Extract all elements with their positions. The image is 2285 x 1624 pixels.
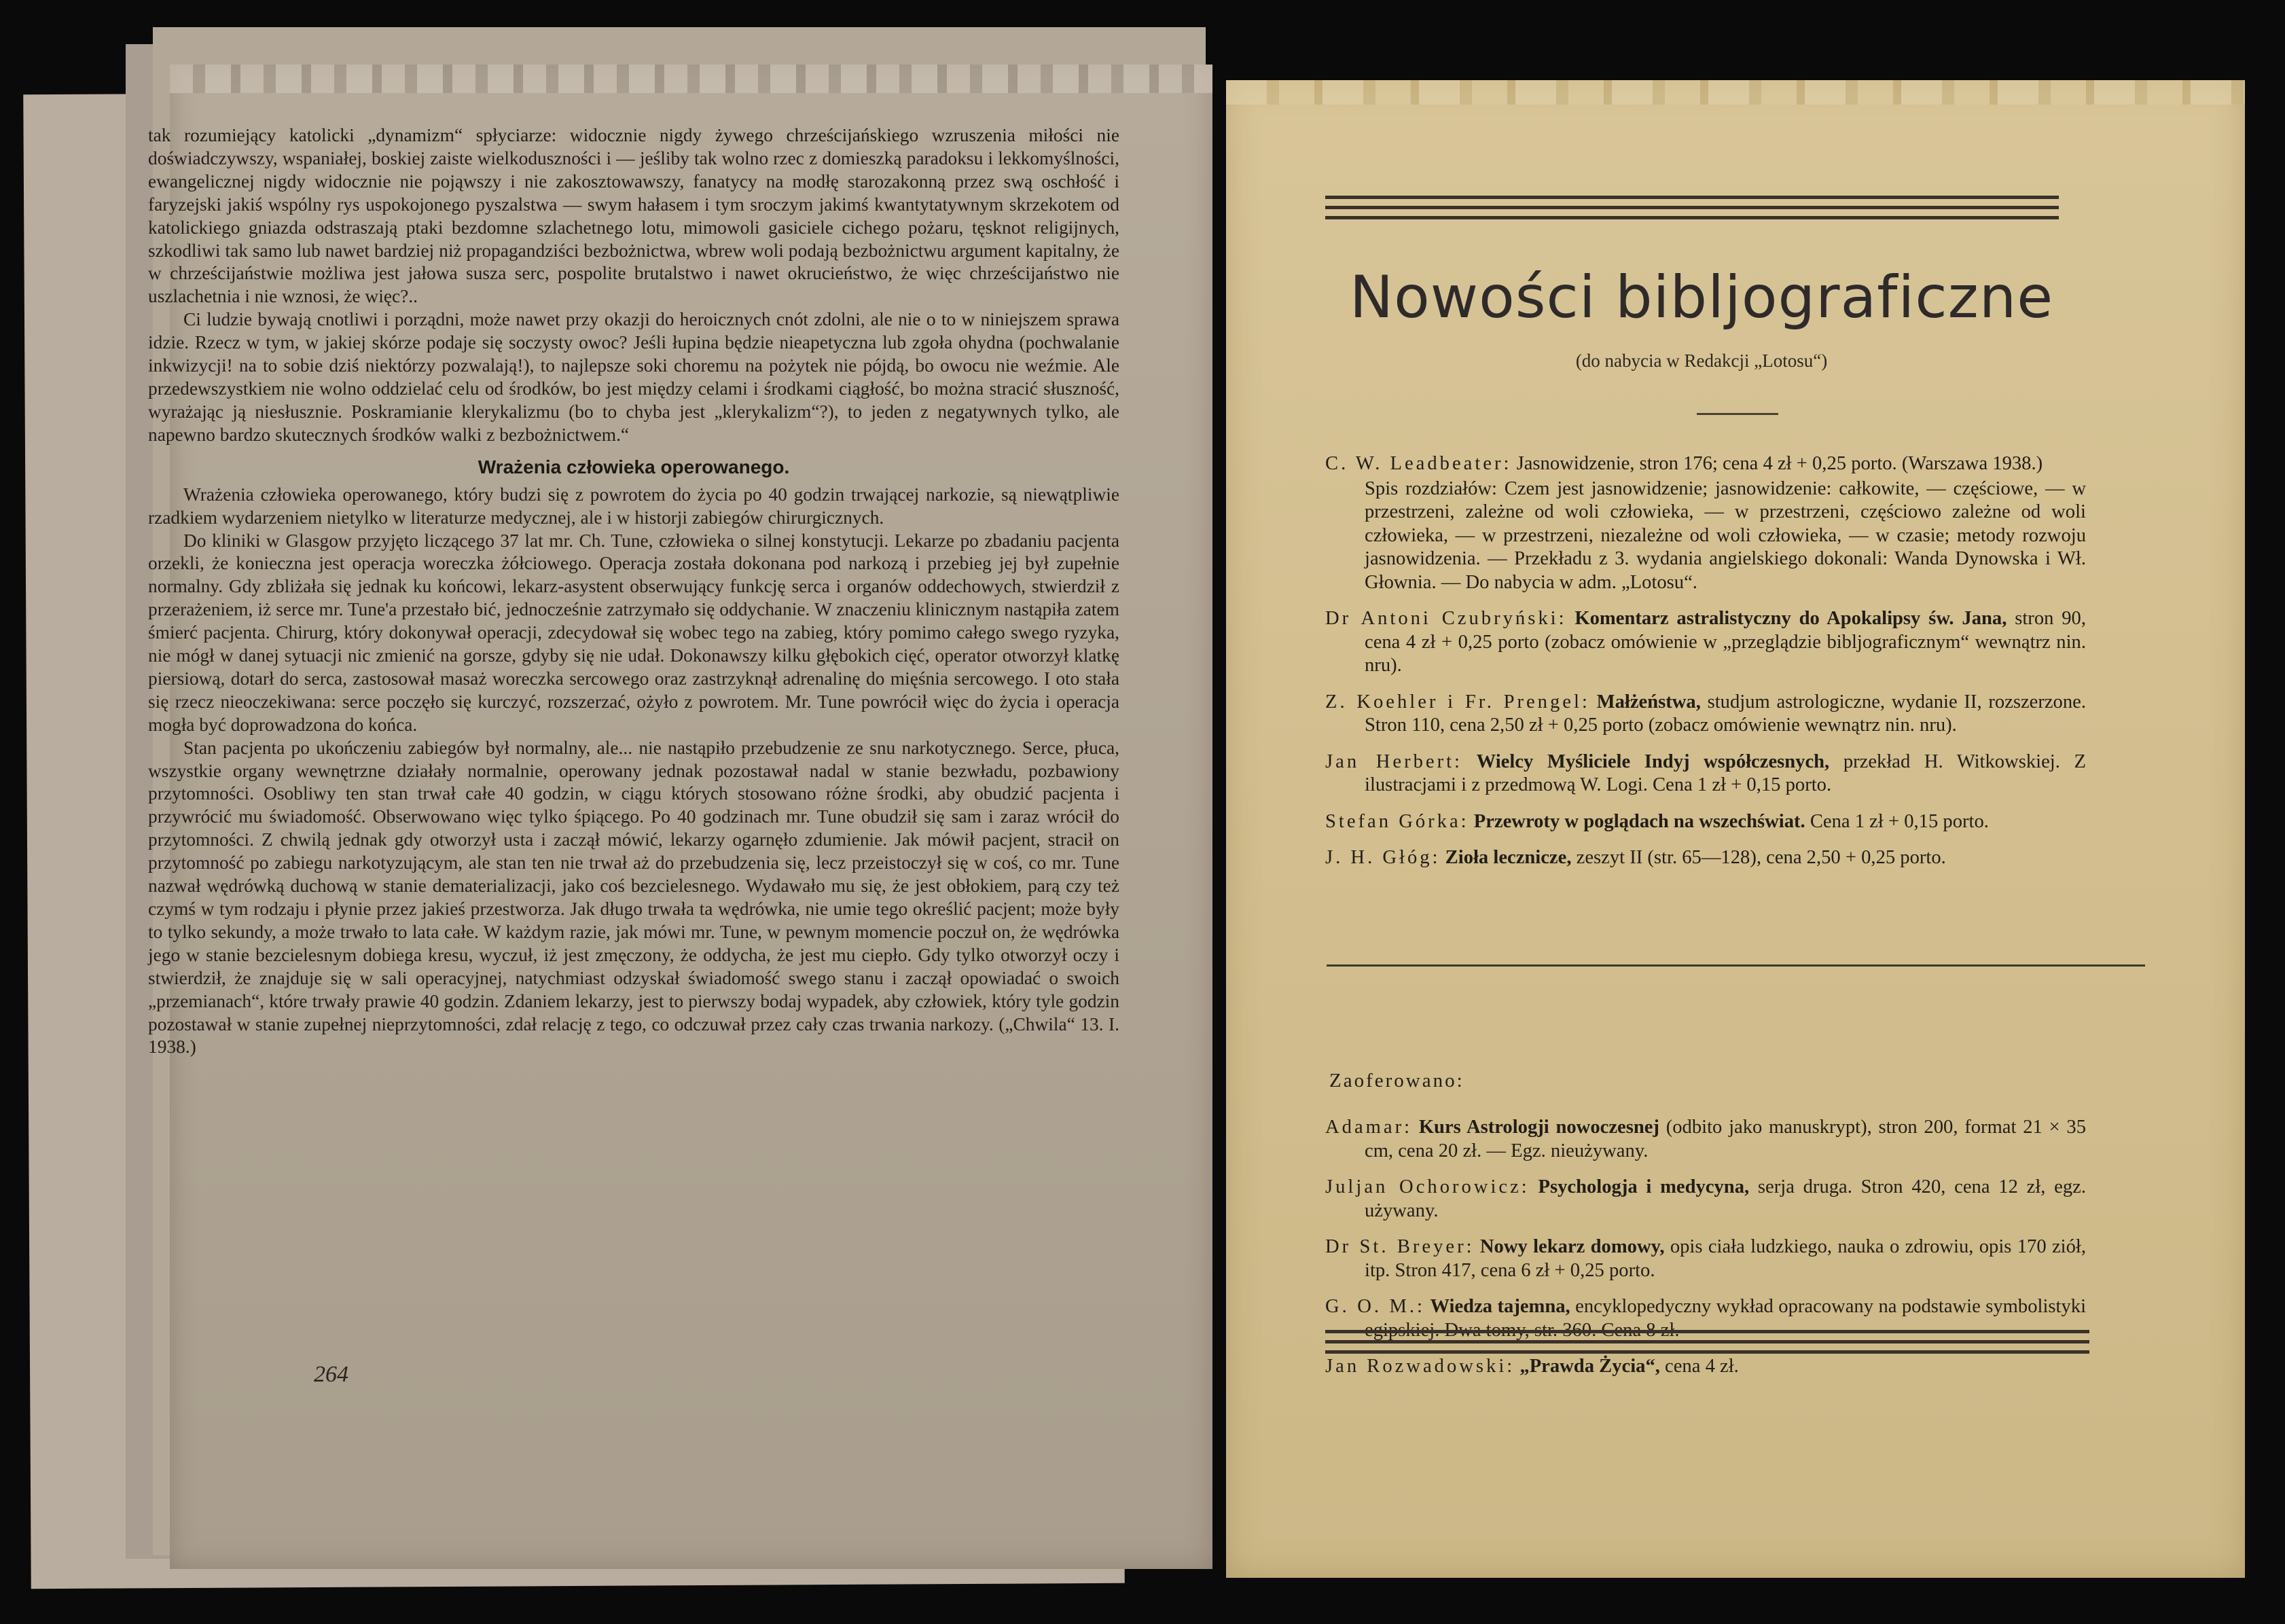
- entry-author: Dr Antoni Czubryński:: [1325, 608, 1567, 629]
- entry-book: Psychologja i medycyna,: [1538, 1176, 1750, 1197]
- left-page-text: [148, 124, 1119, 1059]
- entry-details: stron 176; cena 4 zł + 0,25 porto. (Warszawa 1938.): [1639, 453, 2043, 474]
- entry-book: Wiedza tajemna,: [1430, 1296, 1570, 1317]
- entry-details: studjum astrologiczne, wydanie II, rozszerzone. Stron 110, cena 2,50 zł + 0,25 porto (zobacz omówienie wewnątrz nin. nru).: [1365, 691, 2086, 736]
- list-item: [1325, 810, 2086, 834]
- entry-contents: Spis rozdziałów: Czem jest jasnowidzenie; jasnowidzenie: całkowite, — częściowe, — w przestrzeni, zależne od woli człowieka, — w przestrzeni, częściowo zależne od woli człowieka, — w przestrzeni, niezależne od woli człowieka, — w czasie; metody rozwoju jasnowidzenia. — Przekładu z 3. wydania angielskiego dokonali: Wanda Dynowska i Wł. Głownia. — Do nabycia w adm. „Lotosu“.: [1365, 477, 2086, 593]
- right-page: [1226, 80, 2245, 1578]
- paragraph: Wrażenia człowieka operowanego, który budzi się z powrotem do życia po 40 godzin trwającej narkozie, są niewątpliwie rzadkiem wydarzeniem nietylko w literaturze medycznej, ale i w historji zabiegów chirurgicznych.: [148, 484, 1119, 528]
- entry-details: przekład H. Witkowskiej. Z ilustracjami i z przedmową W. Logi. Cena 1 zł + 0,15 porto.: [1365, 751, 2086, 795]
- entry-details: (odbito jako manuskrypt), stron 200, format 21 × 35 cm, cena 20 zł. — Egz. nieużywany.: [1365, 1117, 2087, 1161]
- page-subtitle: (do nabycia w Redakcji „Lotosu“): [1575, 350, 1828, 371]
- entry-book: Kurs Astrologji nowoczesnej: [1418, 1117, 1659, 1138]
- entry-details: cena 4 zł.: [1665, 1356, 1739, 1377]
- entry-details: serja druga. Stron 420, cena 12 zł, egz. używany.: [1365, 1176, 2086, 1221]
- offered-heading: Zaoferowano:: [1329, 1070, 1464, 1091]
- entry-book: Przewroty w poglądach na wszechświat.: [1473, 810, 1805, 832]
- paragraph: Ci ludzie bywają cnotliwi i porządni, może nawet przy okazji do heroicznych cnót zdolni, ale nie o to w niniejszem sprawa idzie. Rzecz w tym, w jakiej skórze podaje się soczysty owoc? Jeśli łupina będzie nieapetyczna lub zgoła ohydna (pochwalanie inkwizycji! na to sobie dziś niektórzy pozwalają!), to najlepsze soki choremu na pożytek nie pójdą, bo owocu nie weźmie. Ale przedewszystkiem nie wolno oddzielać celu od środków, bo jest między celami i środkami ciągłość, bo można stracić słuszność, wyrażając ją niesłusznie. Poskramianie klerykalizmu (bo to chyba jest „klerykalizm“?), to jeden z negatywnych tylko, ale napewno bardzo skutecznych środków walki z bezbożnictwem.“: [148, 309, 1119, 445]
- list-item: [1325, 1116, 2086, 1163]
- page-title: Nowości bibljograficzne: [1349, 264, 2054, 331]
- entry-book: „Prawda Życia“,: [1519, 1356, 1660, 1377]
- paragraph: Do kliniki w Glasgow przyjęto liczącego 37 lat mr. Ch. Tune, człowieka o silnej konstytucji. Lekarze po zbadaniu pacjenta orzekli, że konieczna jest operacja woreczka żółciowego. Operacja została dokonana pod narkozą i przebieg jej był zupełnie normalny. Gdy zbliżała się jednak ku końcowi, lekarz-asystent obserwujący funkcję serca i organów oddechowych, stwierdził z przerażeniem, iż serce mr. Tune'a przestało bić, jednocześnie zatrzymało się oddychanie. W znaczeniu klinicznym nastąpiła zatem śmierć pacjenta. Chirurg, który dokonywał operacji, zdecydował się wobec tego na zabieg, który pomimo całego swego ryzyka, nie mógł w danej sytuacji nic zmienić na gorsze, gdyby się nie udał. Dokonawszy kilku głębokich cięć, operator otworzył klatkę piersiową, dotarł do serca, zastosował masaż woreczka sercowego oraz zastrzyknął adrenalinę do mięśnia sercowego. I oto stała się rzecz nieoczekiwana: serce poczęło się kurczyć, rozszerzać, ożyło z powrotem. Mr. Tune powrócił więc do życia i operacja mogła być doprowadzona do końca.: [148, 530, 1119, 735]
- entry-book: Komentarz astralistyczny do Apokalipsy św. Jana,: [1575, 608, 2007, 629]
- divider: [1697, 413, 1778, 415]
- triple-rule-top: [1325, 196, 2059, 226]
- torn-edge: [1226, 80, 2245, 105]
- entry-details: opis ciała ludzkiego, nauka o zdrowiu, opis 170 ziół, itp. Stron 417, cena 6 zł + 0,25 porto.: [1365, 1236, 2086, 1281]
- entry-author: Jan Rozwadowski:: [1325, 1356, 1515, 1377]
- entry-author: Dr St. Breyer:: [1325, 1236, 1475, 1257]
- new-books-list: [1325, 452, 2086, 883]
- divider: [1327, 964, 2145, 967]
- list-item: [1325, 1235, 2086, 1282]
- entry-details: zeszyt II (str. 65—128), cena 2,50 + 0,25 porto.: [1576, 847, 1946, 868]
- list-item: [1325, 607, 2086, 678]
- entry-author: Jan Herbert:: [1325, 751, 1462, 772]
- torn-edge: [170, 65, 1212, 93]
- triple-rule-bottom: [1325, 1330, 2089, 1360]
- page-number: 264: [314, 1362, 348, 1387]
- entry-author: Stefan Górka:: [1325, 810, 1469, 832]
- paragraph: tak rozumiejący katolicki „dynamizm“ spłyciarze: widocznie nigdy żywego chrześcijańskiego wzruszenia miłości nie doświadczywszy, wspaniałej, boskiej zaiste wielkoduszności i — jeśliby tak wolno rzec z domieszką paradoksu i lekkomyślności, ewangelicznej nigdy widocznie nie pojąwszy i nie zakosztowawszy, fanatycy na modłę starozakonną przez swą oschłość i faryzejski jakiś wspólny rys uspokojonego pyszalstwa — swym hałasem i tym sroczym jakimś kwantytatywnym skrzekotem od katolickiego gniazda odstraszają ptaki bezdomne szlachetnego lotu, mimowoli gasiciele cichego pożaru, tęsknot religijnych, szkodliwi tak samo lub nawet bardziej niż propagandziści bezbożnictwa, wbrew woli podają bezbożnictwu argument kapitalny, że w chrześcijaństwie możliwa jest jałowa susza serc, pospolite brutalstwo i nawet okrucieństwo, że więc chrześcijaństwo nie uszlachetnia i nie wznosi, że więc?..: [148, 125, 1119, 307]
- entry-author: Z. Koehler i Fr. Prengel:: [1325, 691, 1590, 712]
- entry-book: Nowy lekarz domowy,: [1479, 1236, 1665, 1257]
- list-item: [1325, 1176, 2086, 1223]
- entry-details: stron 90, cena 4 zł + 0,25 porto (zobacz omówienie w „przeglądzie bibljograficznym“ wewnątrz nin. nru).: [1365, 608, 2087, 676]
- entry-author: J. H. Głóg:: [1325, 847, 1441, 868]
- paragraph: Stan pacjenta po ukończeniu zabiegów był normalny, ale... nie nastąpiło przebudzenie ze snu narkotycznego. Serce, płuca, wszystkie organy wewnętrzne działały normalnie, operowany jednak pozostawał nadal w stanie bezwładu, pozbawiony przytomności. Osobliwy ten stan trwał całe 40 godzin, w ciągu których stosowano różne środki, aby obudzić pacjenta i przywrócić mu świadomość. Obserwowano więc tylko śpiącego. Po 40 godzinach mr. Tune obudził się sam i zaraz wrócił do przytomności. Z chwilą jednak gdy otworzył usta i zaczął mówić, lekarzy ogarnęło zdumienie. Jak mówił pacjent, stracił on przytomność po zabiegu narkotyzującym, ale stan ten nie trwał aż do przebudzenia się, lecz przeistoczył się w coś, co mr. Tune nazwał wędrówką duchową w stanie dematerializacji, jako coś bezcielesnego. Wydawało mu się, że jest obłokiem, parą czy też czymś w tym rodzaju i płynie przez jakieś przestworza. Jak długo trwała ta wędrówka, nie umie tego określić pacjent; może były to tylko sekundy, a może trwało to lata całe. W każdym razie, jak mówi mr. Tune, w pewnym momencie poczuł on, że wędrówka jego w stanie bezcielesnym dobiega kresu, wyczuł, iż jest zmęczony, że oddycha, że jest mu ciepło. Gdy tylko otworzył oczy i stwierdził, że znajduje się w sali operacyjnej, natychmiast odzyskał świadomość swego stanu i zaczął opowiadać o swoich „przemianach“, które trwały prawie 40 godzin. Zdaniem lekarzy, jest to pierwszy bodaj wypadek, aby człowiek, który tyle godzin pozostawał w stanie zupełnej nieprzytomności, zdał relację z tego, co odczuwał przez cały czas trwania narkozy. („Chwila“ 13. I. 1938.): [148, 737, 1119, 1058]
- list-item: [1325, 452, 2086, 594]
- entry-book: Małżeństwa,: [1596, 691, 1701, 712]
- list-item: [1325, 846, 2086, 870]
- entry-details: encyklopedyczny wykład opracowany na podstawie symbolistyki: [1575, 1296, 2087, 1317]
- list-item: [1325, 751, 2086, 797]
- entry-author: Juljan Ochorowicz:: [1325, 1176, 1530, 1197]
- entry-book: Jasnowidzenie,: [1516, 453, 1635, 474]
- article-heading: Wrażenia człowieka operowanego.: [478, 456, 790, 477]
- list-item: [1325, 691, 2086, 738]
- entry-book: Wielcy Myśliciele Indyj współczesnych,: [1476, 751, 1830, 772]
- entry-book: Zioła lecznicze,: [1445, 847, 1572, 868]
- entry-author: G. O. M.:: [1325, 1296, 1425, 1317]
- entry-author: Adamar:: [1325, 1117, 1413, 1138]
- entry-author: C. W. Leadbeater:: [1325, 453, 1512, 474]
- entry-details: Cena 1 zł + 0,15 porto.: [1810, 810, 1989, 832]
